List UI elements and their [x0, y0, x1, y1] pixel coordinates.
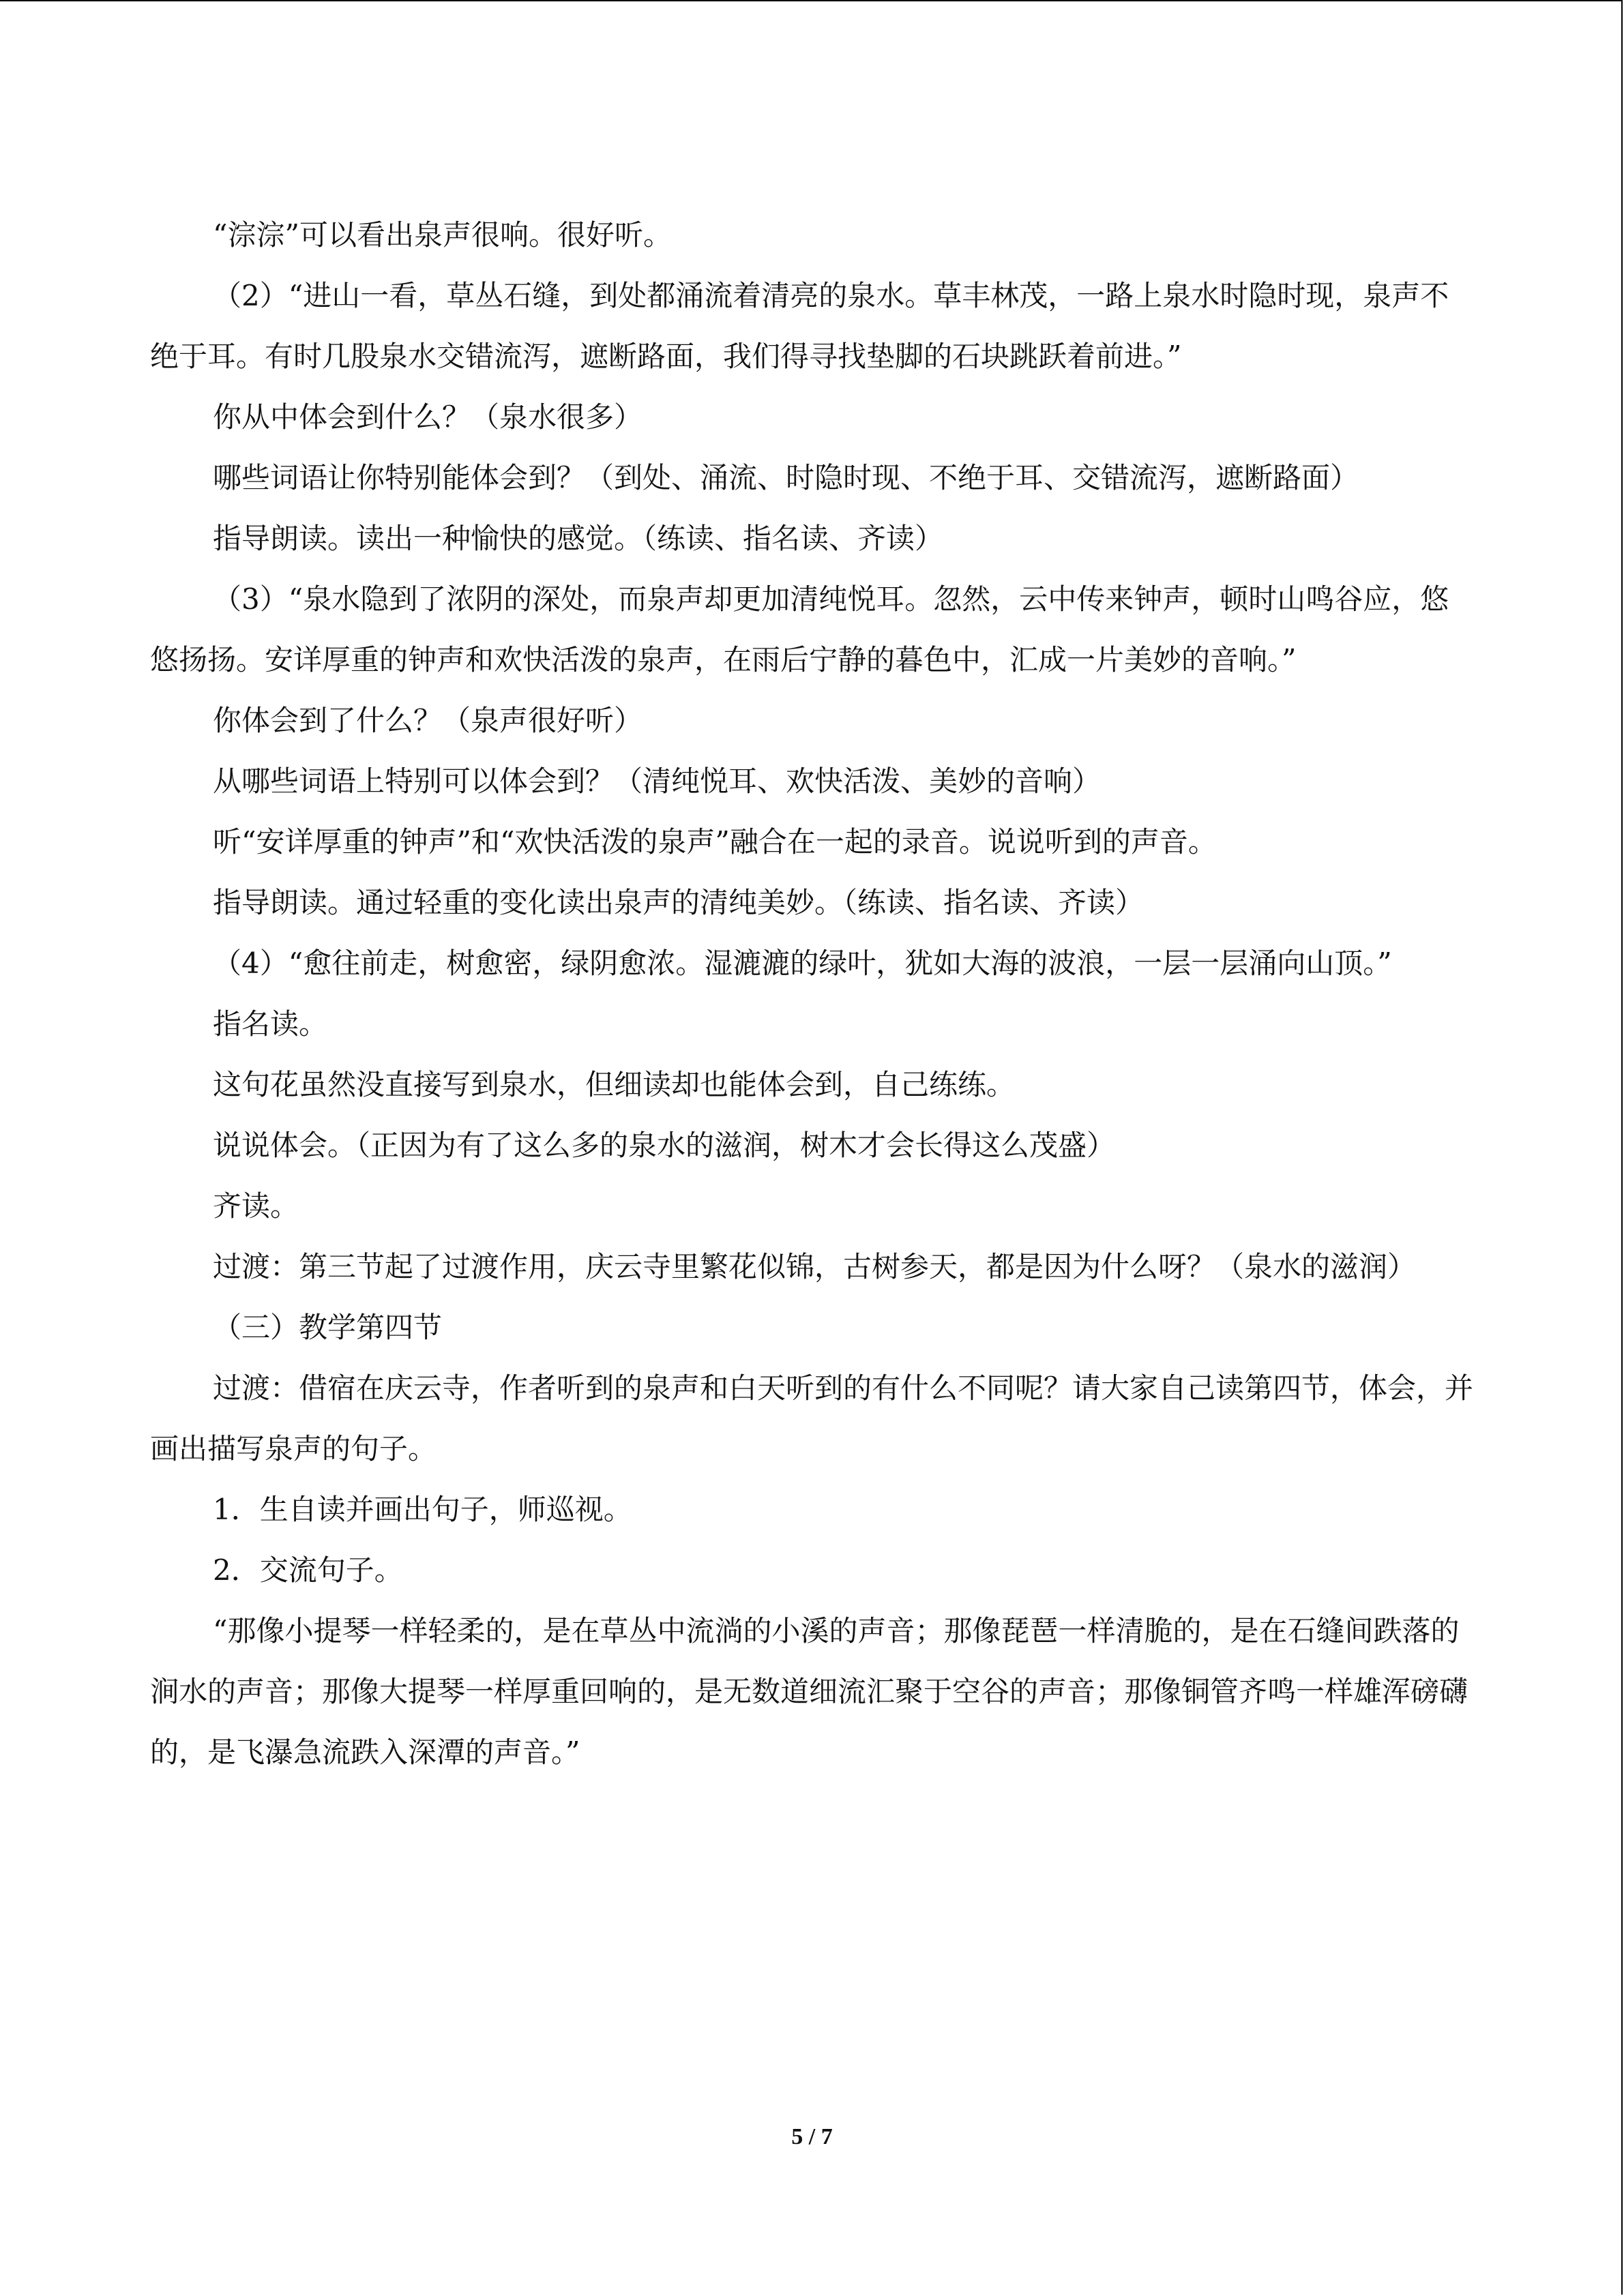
- paragraph: 指导朗读。读出一种愉快的感觉。（练读、指名读、齐读）: [213, 522, 944, 555]
- quoted-passage: “那像小提琴一样轻柔的，是在草丛中流淌的小溪的声音；那像琵琶一样清脆的，是在石缝间跌落的涧水的声音；那像大提琴一样厚重回响的，是无数道细流汇聚于空谷的声音；那像铜管齐鸣一样雄浑磅礴的，是飞瀑急流跌入深潭的声音。”: [150, 1614, 1468, 1769]
- paragraph: 过渡：第三节起了过渡作用，庆云寺里繁花似锦，古树参天，都是因为什么呀？（泉水的滋润）: [213, 1250, 1417, 1283]
- paragraph: 你体会到了什么？（泉声很好听）: [213, 704, 643, 737]
- paragraph: 哪些词语让你特别能体会到？（到处、涌流、时隐时现、不绝于耳、交错流泻，遮断路面）: [213, 461, 1359, 494]
- list-item: 1．生自读并画出句子，师巡视。: [213, 1493, 632, 1526]
- paragraph: 你从中体会到什么？（泉水很多）: [213, 400, 643, 434]
- paragraph: 听“安详厚重的钟声”和“欢快活泼的泉声”融合在一起的录音。说说听到的声音。: [213, 825, 1217, 859]
- paragraph: 指名读。: [213, 1007, 328, 1041]
- list-item: 2．交流句子。: [213, 1553, 403, 1587]
- paragraph: 从哪些词语上特别可以体会到？（清纯悦耳、欢快活泼、美妙的音响）: [213, 764, 1102, 798]
- paragraph: 过渡：借宿在庆云寺，作者听到的泉声和白天听到的有什么不同呢？请大家自己读第四节，体会，并画出描写泉声的句子。: [150, 1371, 1474, 1465]
- paragraph: （3）“泉水隐到了浓阴的深处，而泉声却更加清纯悦耳。忽然，云中传来钟声，顿时山鸣谷应，悠悠扬扬。安详厚重的钟声和欢快活泼的泉声，在雨后宁静的暮色中，汇成一片美妙的音响。”: [150, 582, 1449, 676]
- paragraph: 指导朗读。通过轻重的变化读出泉声的清纯美妙。（练读、指名读、齐读）: [213, 886, 1145, 919]
- page-number: 5 / 7: [791, 2124, 833, 2149]
- paragraph: （4）“愈往前走，树愈密，绿阴愈浓。湿漉漉的绿叶，犹如大海的波浪，一层一层涌向山顶。”: [213, 946, 1392, 980]
- paragraph: 齐读。: [213, 1189, 299, 1223]
- paragraph: “淙淙”可以看出泉声很响。很好听。: [213, 218, 672, 252]
- paragraph: 说说体会。（正因为有了这么多的泉水的滋润，树木才会长得这么茂盛）: [213, 1129, 1116, 1162]
- document-body: [150, 205, 1473, 1783]
- section-heading: （三）教学第四节: [213, 1311, 443, 1344]
- paragraph: 这句花虽然没直接写到泉水，但细读却也能体会到，自己练练。: [213, 1068, 1016, 1101]
- paragraph: （2）“进山一看，草丛石缝，到处都涌流着清亮的泉水。草丰林茂，一路上泉水时隐时现，泉声不绝于耳。有时几股泉水交错流泻，遮断路面，我们得寻找垫脚的石块跳跃着前进。”: [150, 279, 1449, 373]
